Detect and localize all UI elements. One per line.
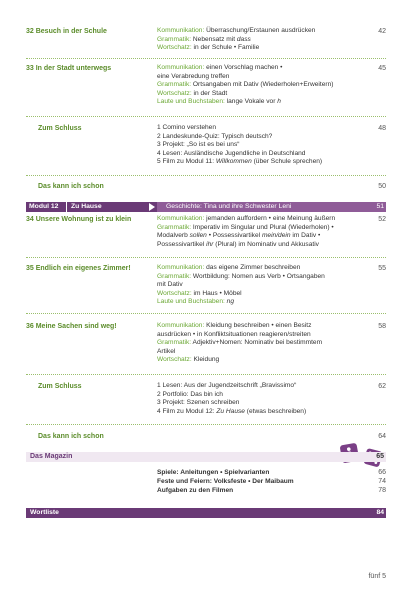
category-label: Kommunikation: [157,27,207,34]
lesson-content [157,215,367,249]
text-segment: Artikel [157,347,176,355]
page-number: 78 [378,487,386,494]
page-number: 55 [378,265,386,272]
category-label: Kommunikation: [157,215,207,222]
arrow-right-icon [149,203,155,211]
page-number: 64 [378,433,386,440]
lesson-36[interactable] [26,322,386,370]
category-label: Kommunikation: [157,322,207,329]
category-label: Wortschatz: [157,89,194,97]
text-segment: in der Schule • Familie [193,44,260,52]
category-label: Kommunikation: [157,64,207,71]
module-title: Zu Hause [66,202,102,212]
category-label: Wortschatz: [157,289,194,297]
content-line [157,133,367,142]
lesson-title: 32 Besuch in der Schule [26,28,107,35]
lesson-title: Das kann ich schon [38,433,104,440]
content-line [157,408,367,417]
module-banner[interactable] [26,202,386,212]
divider [26,175,386,176]
category-label: Wortschatz: [157,44,194,52]
content-line [157,322,367,331]
content-line [157,64,367,73]
category-label: Grammatik: [157,223,193,231]
text-segment: 2 Portfolio: Das bin ich [157,390,223,398]
page-number: 51 [376,203,384,210]
zum-schluss-12[interactable] [26,382,386,420]
text-segment: Nebensatz mit [192,35,237,43]
content-line [157,27,367,36]
text-segment: Wortbildung: Nomen aus Verb • Ortsangaben [192,272,325,280]
lesson-title: Zum Schluss [38,383,82,390]
content-line [157,90,367,99]
lesson-35[interactable] [26,264,386,312]
page-number: 65 [376,453,384,460]
content-line [157,331,367,340]
category-label: Kommunikation: [157,264,207,271]
lesson-title: Das kann ich schon [38,183,104,190]
divider [26,313,386,314]
text-segment: Adjektiv+Nomen: Nominativ bei bestimmtem [192,339,323,347]
text-segment: 4 Lesen: Ausländische Jugendliche in Deutschland [157,149,306,157]
text-segment: Ortsangaben mit Dativ (Wiederholen+Erweitern) [192,81,334,89]
lesson-title: Zum Schluss [38,125,82,132]
module-story: Geschichte: Tina und ihre Schwester Leni [157,202,386,212]
content-line [157,124,367,133]
category-label: Wortschatz: [157,356,194,364]
italic-text: ng [226,298,234,306]
list-item[interactable] [157,468,386,477]
magazin-items [157,468,386,495]
page-number: 62 [378,383,386,390]
item-text: Feste und Feiern: Volksfeste • Der Maibaum [157,478,294,485]
category-label: Laute und Buchstaben: [157,98,227,106]
category-label: Grammatik: [157,272,193,280]
page-number: 66 [378,469,386,476]
divider [26,58,386,59]
list-item[interactable] [157,477,386,486]
content-line [157,141,367,150]
content-line [157,73,367,82]
lesson-title: 33 In der Stadt unterwegs [26,65,112,72]
content-line [157,215,367,224]
content-line [157,150,367,159]
content-line [157,399,367,408]
italic-text: ihr [206,240,214,248]
divider [26,116,386,117]
text-segment: Imperativ im Singular und Plural (Wiederholen) • [192,223,334,231]
zum-schluss-11[interactable] [26,124,386,170]
lesson-34[interactable] [26,215,386,255]
text-segment: (über Schule sprechen) [251,158,323,166]
category-label: Grammatik: [157,35,193,43]
text-segment: Überraschung/Erstaunen ausdrücken [206,27,316,34]
text-segment: im Dativ • [290,232,321,240]
content-line [157,273,367,282]
page-number: 84 [376,509,384,516]
content-line [157,339,367,348]
lesson-content [157,322,367,365]
text-segment: 4 Film zu Modul 12: [157,407,217,415]
text-segment: 3 Projekt: Szenen schreiben [157,399,240,407]
category-label: Grammatik: [157,81,193,89]
content-line [157,298,367,307]
page-number: 52 [378,216,386,223]
module-label: Modul 12 [29,203,59,210]
item-text: Aufgaben zu den Filmen [157,487,234,494]
wortliste-banner[interactable] [26,508,386,518]
content-line [157,382,367,391]
text-segment: • Possessivartikel [206,232,262,240]
das-kann-ich-schon-12[interactable] [26,432,386,442]
text-segment: Possessivartikel [157,240,207,248]
divider [26,374,386,375]
content-line [157,232,367,241]
magazin-header[interactable] [26,452,386,462]
page-number: 58 [378,323,386,330]
italic-text: h [277,98,281,106]
text-segment: lange Vokale vor [226,98,278,106]
text-segment: 2 Landeskunde-Quiz: Typisch deutsch? [157,132,273,140]
italic-text: dass [236,35,251,43]
text-segment: 5 Film zu Modul 11: [157,158,216,166]
das-kann-ich-schon-11[interactable] [26,182,386,192]
text-segment: im Haus • Möbel [193,289,242,297]
text-segment: das eigene Zimmer beschreiben [206,264,301,271]
content-line [157,36,367,45]
lesson-title: 34 Unsere Wohnung ist zu klein [26,216,132,223]
italic-text: sollen [189,232,207,240]
page-number: 50 [378,183,386,190]
divider [26,424,386,425]
category-label: Laute und Buchstaben: [157,298,227,306]
lesson-content [157,27,367,53]
text-segment: Modalverb [157,232,190,240]
content-line [157,44,367,53]
page-number: 74 [378,478,386,485]
content-line [157,348,367,357]
text-segment: (etwas beschreiben) [244,407,307,415]
text-segment: Kleidung [193,356,220,364]
content-line [157,81,367,90]
content-line [157,290,367,299]
divider [26,257,386,258]
lesson-content [157,124,367,167]
text-segment: 1 Lesen: Aus der Jugendzeitschrift „Bravissimo“ [157,382,297,389]
italic-text: Willkommen [215,158,252,166]
content-line [157,356,367,365]
text-segment: 3 Projekt: „So ist es bei uns“ [157,141,240,149]
magazin-label: Das Magazin [30,453,73,460]
page-number: 45 [378,65,386,72]
page-number: 48 [378,125,386,132]
wortliste-label: Wortliste [30,509,59,516]
text-segment: eine Verabredung treffen [157,72,230,80]
content-line [157,264,367,273]
text-segment: ausdrücken • in Konfliktsituationen reagieren/streiten [157,330,311,338]
page-footer: fünf 5 [368,573,386,580]
italic-text: mein/dein [261,232,291,240]
content-line [157,281,367,290]
content-line [157,241,367,250]
text-segment: jemanden auffordern • eine Meinung äußern [206,215,336,222]
text-segment: einen Vorschlag machen • [206,64,283,71]
content-line [157,224,367,233]
category-label: Grammatik: [157,339,193,347]
list-item[interactable] [157,486,386,495]
lesson-title: 36 Meine Sachen sind weg! [26,323,117,330]
text-segment: Kleidung beschreiben • einen Besitz [206,322,312,329]
lesson-32[interactable] [26,27,386,57]
item-text: Spiele: Anleitungen • Spielvarianten [157,469,270,476]
lesson-title: 35 Endlich ein eigenes Zimmer! [26,265,131,272]
lesson-content [157,64,367,107]
page-number: 42 [378,28,386,35]
lesson-content [157,382,367,416]
lesson-content [157,264,367,307]
content-line [157,391,367,400]
content-line [157,98,367,107]
text-segment: (Plural) im Nominativ und Akkusativ [213,240,319,248]
content-line [157,158,367,167]
italic-text: Zu Hause [216,407,245,415]
text-segment: 1 Comino verstehen [157,124,217,131]
text-segment: mit Dativ [157,281,183,289]
text-segment: in der Stadt [193,89,228,97]
lesson-33[interactable] [26,64,386,112]
